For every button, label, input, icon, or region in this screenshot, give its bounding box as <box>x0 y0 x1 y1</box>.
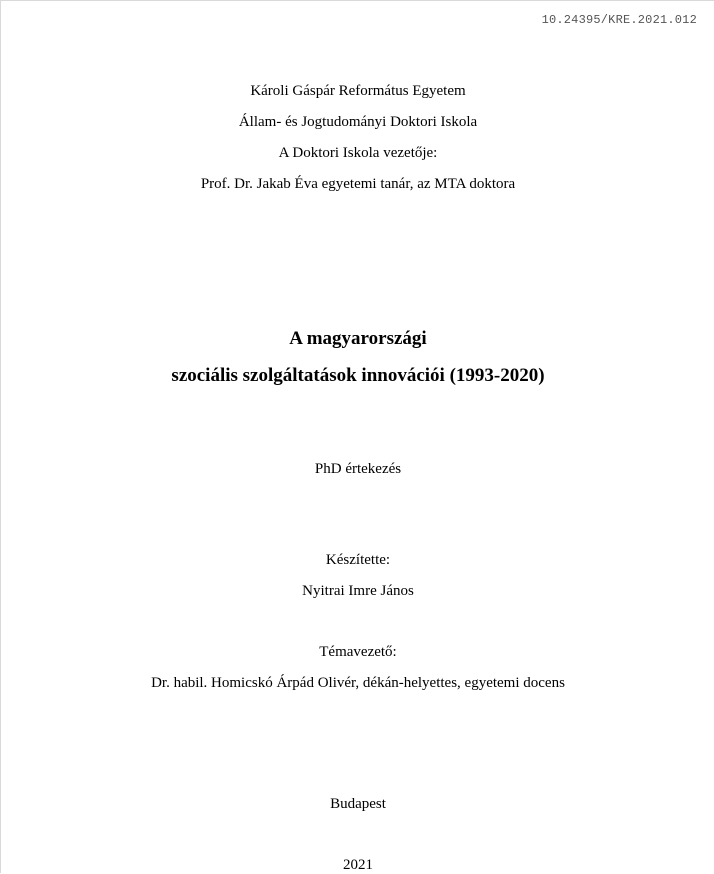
year: 2021 <box>343 857 373 873</box>
document-type: PhD értekezés <box>314 461 402 477</box>
supervisor-label: Témavezető: <box>319 644 397 660</box>
place: Budapest <box>330 796 386 812</box>
thesis-title-line-2: szociális szolgáltatások innovációi (1993-2020) <box>171 365 545 386</box>
thesis-title-line-1: A magyarországi <box>289 328 427 349</box>
school-head-label: A Doktori Iskola vezetője: <box>278 145 438 161</box>
author-label: Készítette: <box>325 552 391 568</box>
supervisor-name: Dr. habil. Homicskó Árpád Olivér, dékán-helyettes, egyetemi docens <box>151 675 565 691</box>
author-name: Nyitrai Imre János <box>302 583 414 599</box>
doctoral-school-name: Állam- és Jogtudományi Doktori Iskola <box>238 114 478 130</box>
doi-identifier: 10.24395/KRE.2021.012 <box>541 13 697 27</box>
university-name: Károli Gáspár Református Egyetem <box>250 83 466 99</box>
school-head-name: Prof. Dr. Jakab Éva egyetemi tanár, az MTA doktora <box>200 176 516 192</box>
